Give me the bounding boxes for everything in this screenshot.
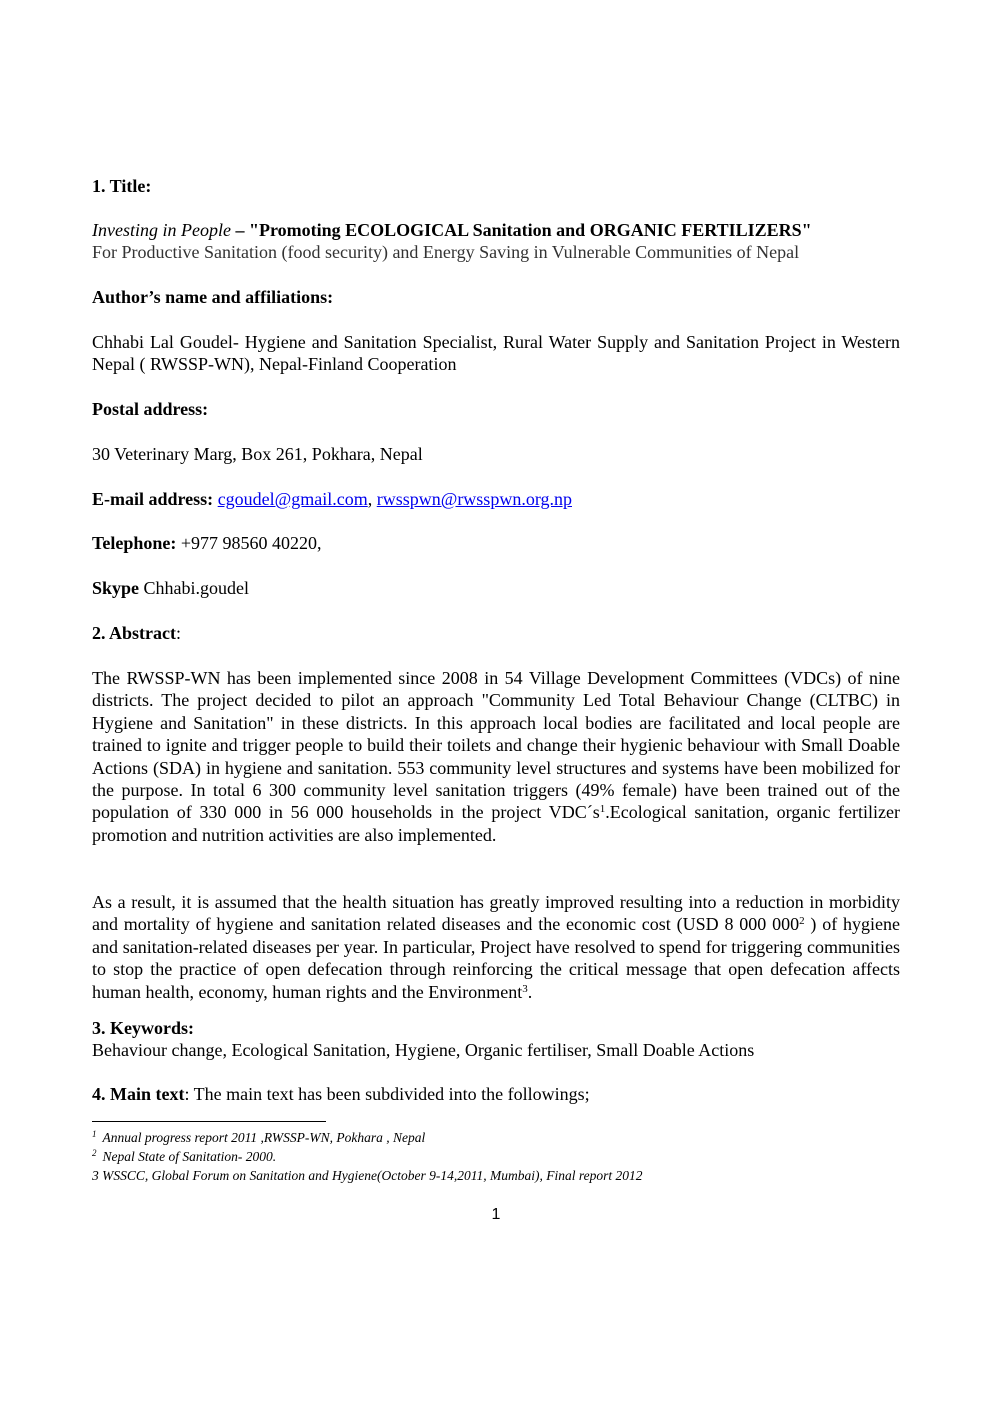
main-text-heading: 4. Main text bbox=[92, 1084, 185, 1104]
footnote-2-text: Nepal State of Sanitation- 2000. bbox=[102, 1149, 277, 1164]
document-subtitle: For Productive Sanitation (food security) and Energy Saving in Vulnerable Communities of Nepal bbox=[92, 242, 800, 262]
telephone-line bbox=[92, 532, 900, 554]
footnote-1-text: Annual progress report 2011 ,RWSSP-WN, Pokhara , Nepal bbox=[102, 1130, 426, 1145]
footnote-1-mark: 1 bbox=[92, 1129, 97, 1139]
page-number: 1 bbox=[491, 1206, 501, 1223]
abstract-heading: 2. Abstract bbox=[92, 623, 176, 643]
abstract-p2-text: As a result, it is assumed that the health situation has greatly improved resulting into a reduction in morbidity and mortality of hygiene and sanitation related diseases and the economic cost (USD 8 000 000 bbox=[92, 892, 900, 935]
author-text: Chhabi Lal Goudel- Hygiene and Sanitation Specialist, Rural Water Supply and Sanitation Project in Western Nepal ( RWSSP-WN), Nepal-Finland Cooperation bbox=[92, 332, 900, 375]
footnote-ref-1: 1 bbox=[599, 803, 606, 816]
abstract-p2-text-mid: ) of hygiene and sanitation-related diseases per year. In particular, Project have resolved to spend for triggering communities to stop the practice of open defecation through reinforcing the critical message that open defecation affects human health, economy, human rights and the Environment bbox=[92, 914, 900, 1002]
footnote-3-text: 3 WSSCC, Global Forum on Sanitation and Hygiene(October 9-14,2011, Mumbai), Final report 2012 bbox=[92, 1168, 643, 1183]
skype-line bbox=[92, 577, 900, 599]
abstract-paragraph-1 bbox=[92, 667, 900, 846]
footnote-2 bbox=[92, 1148, 276, 1166]
email-link-2[interactable]: rwsspwn@rwsspwn.org.np bbox=[376, 489, 572, 509]
footnote-ref-3: 3 bbox=[522, 982, 528, 995]
footnote-3 bbox=[92, 1167, 642, 1185]
email-separator: , bbox=[367, 489, 377, 509]
abstract-heading-line bbox=[92, 622, 900, 644]
email-label: E-mail address: bbox=[92, 489, 214, 509]
title-italic: Investing in People bbox=[92, 220, 231, 240]
footnote-ref-2: 2 bbox=[799, 915, 805, 928]
keywords-text: Behaviour change, Ecological Sanitation, Hygiene, Organic fertiliser, Small Doable Actions bbox=[92, 1040, 755, 1060]
telephone-label: Telephone: bbox=[92, 533, 177, 553]
abstract-p1-text-end: .Ecological sanitation, organic fertilizer promotion and nutrition activities are also implemented. bbox=[92, 802, 900, 845]
title-main: "Promoting ECOLOGICAL Sanitation and ORGANIC FERTILIZERS" bbox=[248, 220, 812, 240]
abstract-paragraph-2 bbox=[92, 891, 900, 1003]
email-line bbox=[92, 488, 900, 510]
author-heading: Author’s name and affiliations: bbox=[92, 287, 334, 307]
footnote-divider bbox=[92, 1121, 326, 1122]
skype-value: Chhabi.goudel bbox=[139, 578, 250, 598]
telephone-value: +977 98560 40220, bbox=[176, 533, 322, 553]
footnote-2-mark: 2 bbox=[92, 1148, 97, 1158]
email-link-1[interactable]: cgoudel@gmail.com bbox=[217, 489, 368, 509]
title-dash: – bbox=[230, 220, 249, 240]
document-title bbox=[92, 219, 900, 241]
postal-heading: Postal address: bbox=[92, 399, 209, 419]
footnote-1 bbox=[92, 1129, 425, 1147]
main-text-line bbox=[92, 1083, 900, 1105]
postal-text: 30 Veterinary Marg, Box 261, Pokhara, Nepal bbox=[92, 444, 423, 464]
keywords-heading: 3. Keywords: bbox=[92, 1018, 194, 1038]
main-text-intro: : The main text has been subdivided into the followings; bbox=[184, 1084, 590, 1104]
abstract-p1-text: The RWSSP-WN has been implemented since 2008 in 54 Village Development Committees (VDCs) of nine districts. The project decided to pilot an approach "Community Led Total Behaviour Change (CLTBC) in Hygiene and Sanitation" in these districts. In this approach local bodies are facilitated and local people are trained to ignite and trigger people to build their toilets and change their hygienic behaviour with Small Doable Actions (SDA) in hygiene and sanitation. 553 community level structures and systems have been mobilized for the purpose. In total 6 300 community level sanitation triggers (49% female) have been trained out of the population of 330 000 in 56 000 households in the project VDC´s bbox=[92, 668, 900, 823]
abstract-p2-text-end: . bbox=[527, 981, 533, 1002]
title-heading: 1. Title: bbox=[92, 176, 152, 196]
skype-label: Skype bbox=[92, 578, 140, 598]
abstract-colon: : bbox=[176, 623, 182, 643]
